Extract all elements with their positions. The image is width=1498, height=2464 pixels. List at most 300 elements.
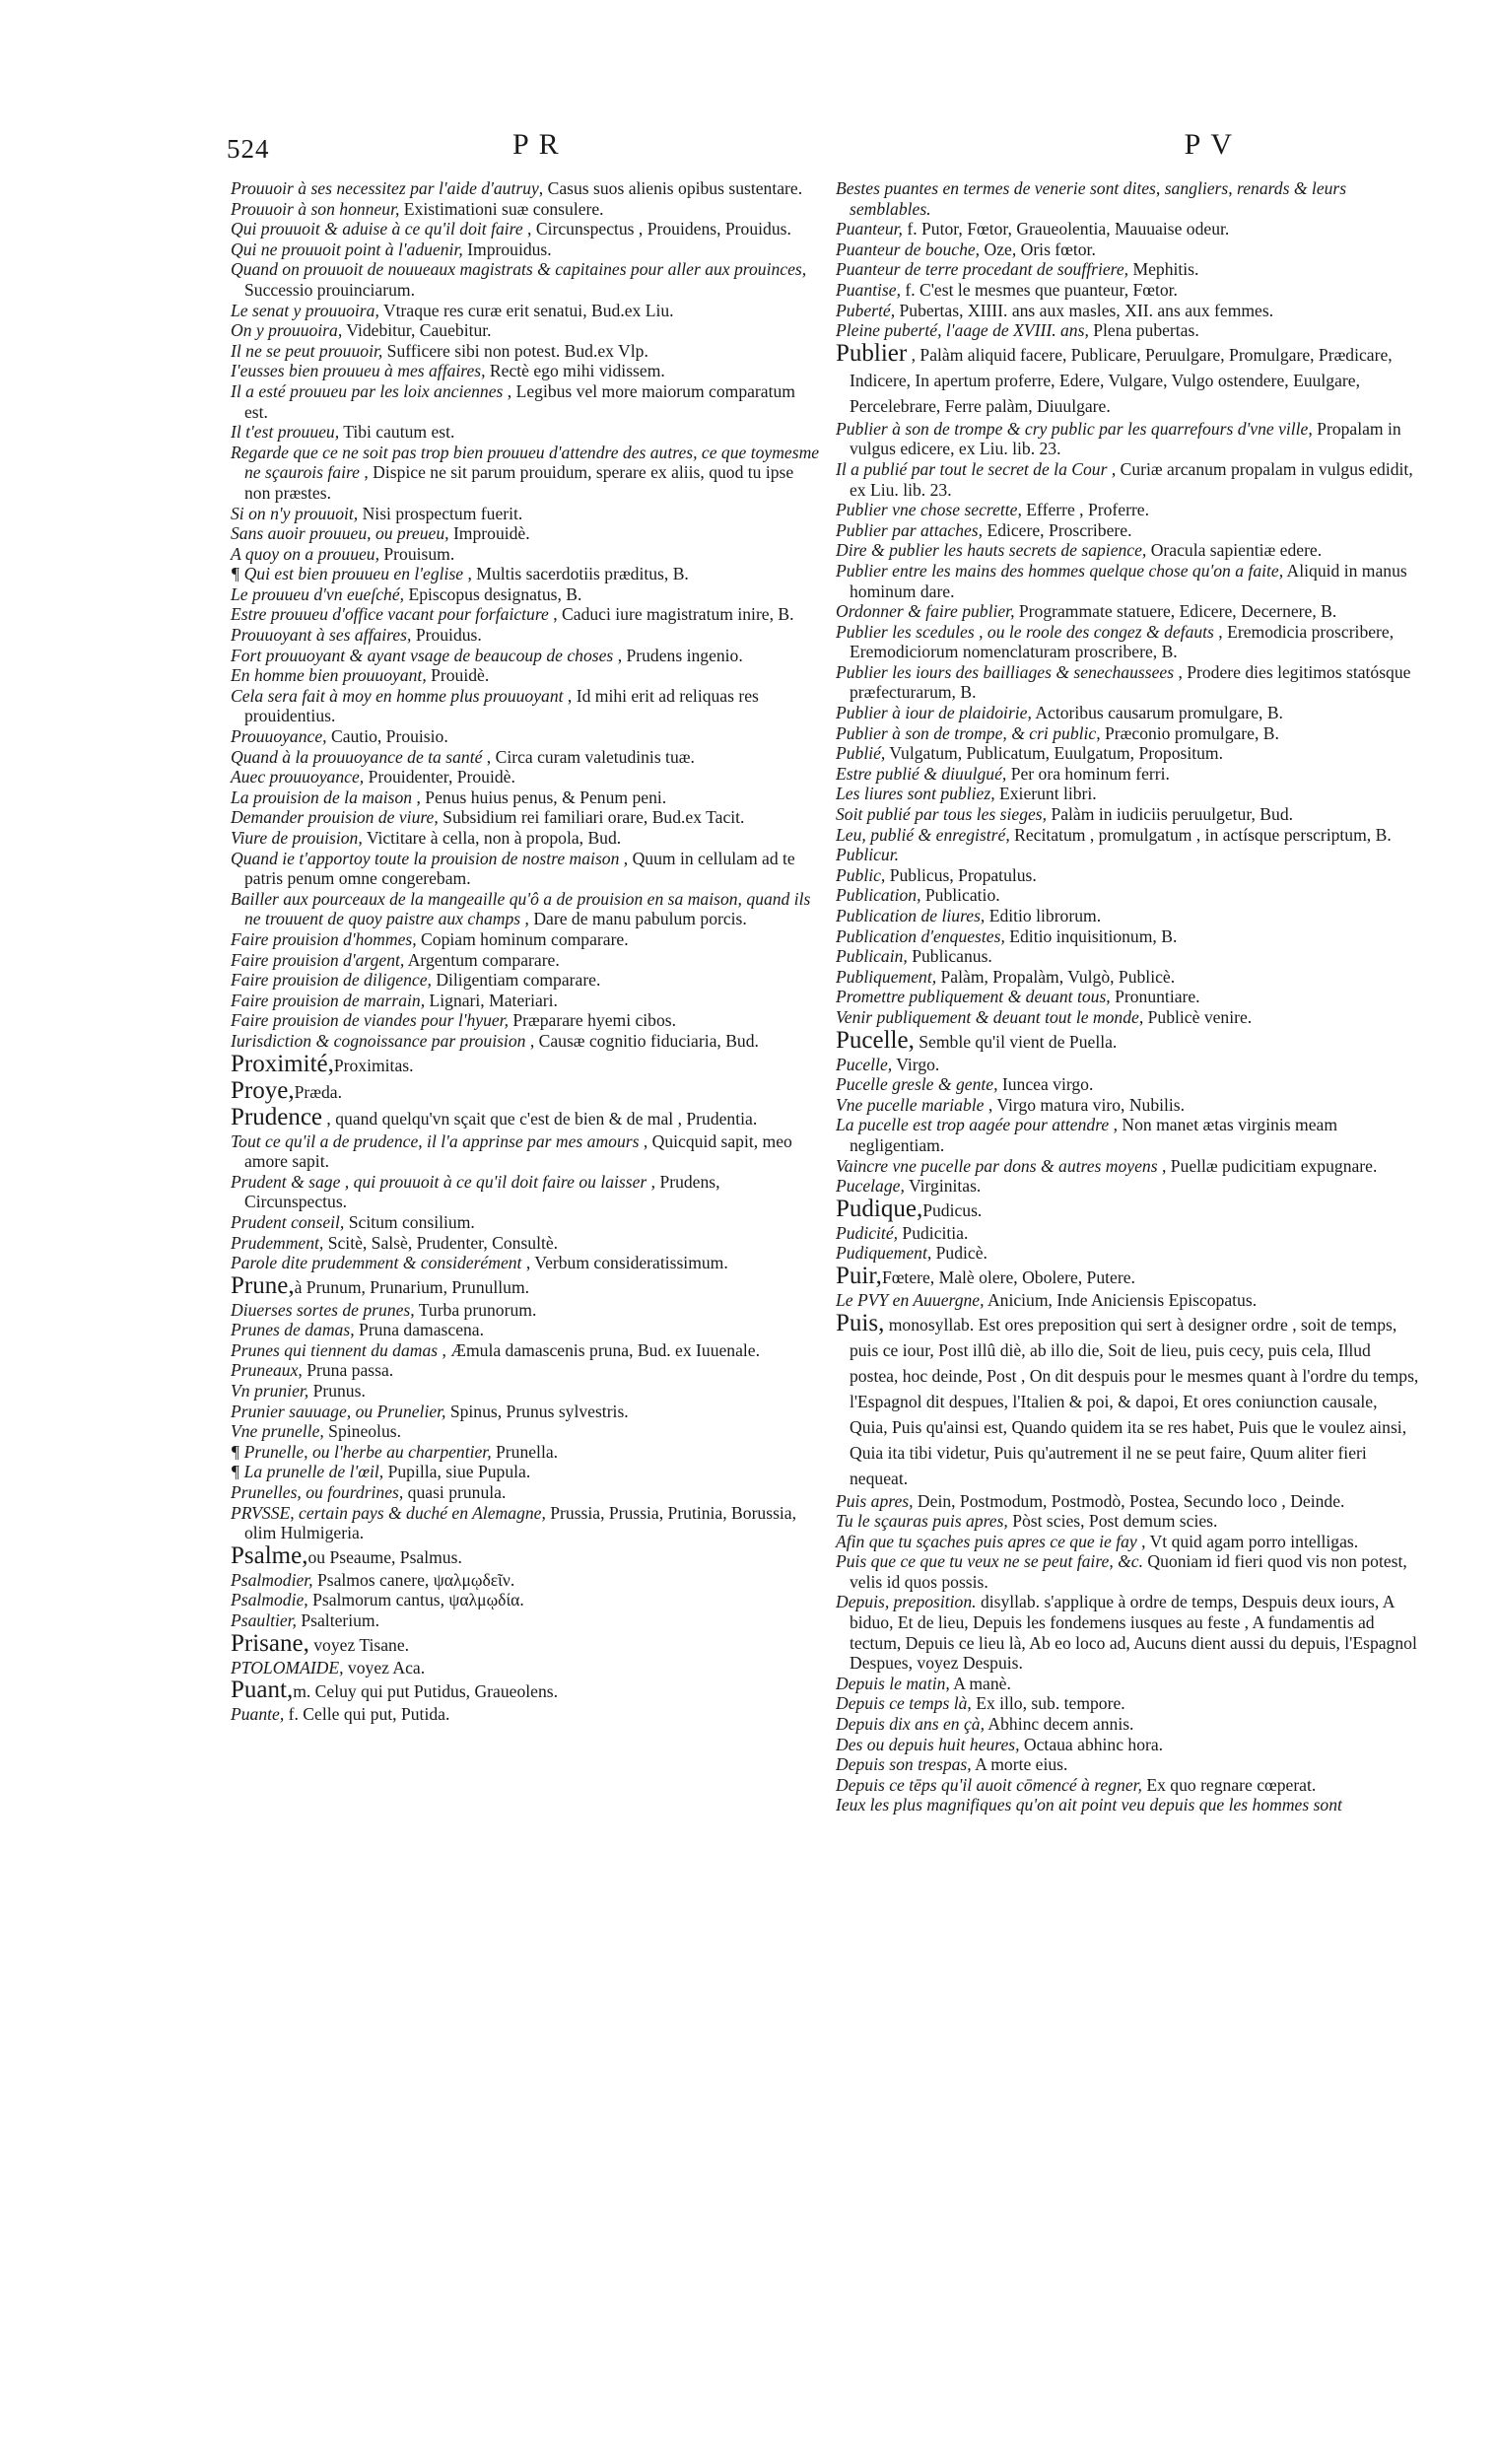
entry-translation: Scitè, Salsè, Prudenter, Consultè. xyxy=(323,1232,559,1253)
entry-translation: Præda. xyxy=(294,1081,342,1102)
entry-translation: , Causæ cognitio fiduciaria, Bud. xyxy=(525,1030,759,1051)
dictionary-entry xyxy=(836,219,1419,240)
dictionary-entry xyxy=(836,561,1419,601)
dictionary-entry xyxy=(231,1462,822,1482)
dictionary-entry xyxy=(836,1693,1419,1714)
entry-headword: Puanteur de terre procedant de souffriere, xyxy=(836,259,1129,280)
dictionary-entry xyxy=(836,1176,1419,1197)
entry-translation: Publicanus. xyxy=(907,946,992,967)
entry-headword: Auec prouuoyance, xyxy=(231,767,365,787)
dictionary-entry xyxy=(231,1273,822,1300)
entry-translation: Psalmorum cantus, ψαλμῳδία. xyxy=(307,1590,524,1610)
dictionary-entry xyxy=(231,1320,822,1340)
entry-headword: Qui prouuoit & aduise à ce qu'il doit faire xyxy=(231,219,523,240)
dictionary-entry xyxy=(836,1735,1419,1755)
entry-translation: Prussia, Prussia, Prutinia, Borussia, olim Hulmigeria. xyxy=(244,1502,797,1543)
dictionary-entry xyxy=(231,1300,822,1321)
entry-headword: Publiquement, xyxy=(836,966,937,987)
entry-headword: Pudicité, xyxy=(836,1222,899,1243)
entry-translation: Scitum consilium. xyxy=(344,1211,475,1232)
dictionary-entry xyxy=(231,1482,822,1503)
dictionary-entry xyxy=(231,1233,822,1254)
dictionary-entry xyxy=(231,259,822,300)
dictionary-entry xyxy=(836,784,1419,804)
entry-headword: Afin que tu sçaches puis apres ce que ie fay xyxy=(836,1531,1137,1551)
dictionary-entry xyxy=(231,807,822,828)
entry-headword: Pucelle, xyxy=(836,1054,893,1074)
entry-headword: Faire prouision de viandes pour l'hyuer, xyxy=(231,1010,509,1031)
entry-translation: Editio inquisitionum, B. xyxy=(1004,925,1178,946)
dictionary-entry xyxy=(231,1381,822,1402)
entry-translation: Recitatum , promulgatum , in actísque perscriptum, B. xyxy=(1009,824,1392,845)
entry-translation: à Prunum, Prunarium, Prunullum. xyxy=(294,1276,530,1297)
entry-headword: Puant, xyxy=(231,1677,294,1704)
dictionary-entry xyxy=(836,804,1419,825)
entry-headword: Les liures sont publiez, xyxy=(836,784,995,804)
dictionary-entry xyxy=(836,1511,1419,1532)
entry-headword: Puberté, xyxy=(836,300,896,320)
entry-translation: Anicium, Inde Aniciensis Episcopatus. xyxy=(984,1289,1258,1310)
dictionary-entry xyxy=(836,1674,1419,1694)
entry-translation: Semble qu'il vient de Puella. xyxy=(914,1031,1118,1052)
dictionary-entry xyxy=(231,1172,822,1212)
dictionary-entry xyxy=(836,1264,1419,1290)
entry-headword: La pucelle est trop aagée pour attendre xyxy=(836,1115,1110,1135)
dictionary-entry xyxy=(836,723,1419,744)
entry-translation: Prouidenter, Prouidè. xyxy=(364,767,515,787)
dictionary-entry xyxy=(231,301,822,321)
entry-headword: Prudent & sage , qui prouuoit à ce qu'il doit faire ou laisser xyxy=(231,1171,647,1192)
entry-translation: f. Putor, Fœtor, Graueolentia, Mauuaise odeur. xyxy=(902,219,1230,240)
entry-translation: Ex illo, sub. tempore. xyxy=(971,1693,1125,1714)
entry-translation: Mephitis. xyxy=(1128,259,1199,280)
entry-translation: Efferre , Proferre. xyxy=(1021,500,1150,520)
entry-translation: Spineolus. xyxy=(323,1421,401,1442)
entry-headword: Puante, xyxy=(231,1704,285,1725)
dictionary-entry xyxy=(836,662,1419,703)
entry-headword: Publication de liures, xyxy=(836,906,986,925)
dictionary-entry xyxy=(231,787,822,808)
dictionary-entry xyxy=(836,419,1419,459)
entry-headword: Prouuoir à ses necessitez par l'aide d'autruy xyxy=(231,178,539,198)
dictionary-entry xyxy=(836,1095,1419,1116)
entry-headword: Estre publié & diuulgué, xyxy=(836,763,1007,784)
dictionary-entry xyxy=(836,865,1419,886)
entry-translation: Ex quo regnare cœperat. xyxy=(1141,1774,1317,1795)
entry-translation: Improuidè. xyxy=(448,523,530,544)
entry-translation: Sufficere sibi non potest. Bud.ex Vlp. xyxy=(382,340,648,361)
entry-translation: , Dispice ne sit parum prouidum, sperare ex aliis, quod tu ipse non præstes. xyxy=(244,462,794,503)
entry-translation: , Virgo matura viro, Nubilis. xyxy=(984,1094,1186,1115)
dictionary-entry xyxy=(836,601,1419,622)
entry-translation: Virgo. xyxy=(892,1054,940,1074)
entry-headword: Quand on prouuoit de nouueaux magistrats & capitaines pour aller aux prouinces, xyxy=(231,259,807,280)
dictionary-entry xyxy=(836,1775,1419,1796)
dictionary-entry xyxy=(836,1714,1419,1735)
dictionary-entry xyxy=(231,544,822,565)
entry-headword: La prouision de la maison xyxy=(231,787,413,807)
entry-translation: Publicatio. xyxy=(920,885,1000,906)
entry-translation: , Dare de manu pabulum porcis. xyxy=(520,909,747,929)
dictionary-entry xyxy=(836,967,1419,988)
dictionary-entry xyxy=(231,726,822,747)
dictionary-entry xyxy=(231,767,822,787)
dictionary-entry xyxy=(231,1570,822,1591)
entry-translation: Videbitur, Cauebitur. xyxy=(342,320,492,341)
entry-translation: Edicere, Proscribere. xyxy=(983,519,1132,540)
dictionary-entry xyxy=(231,361,822,381)
entry-translation: Plena pubertas. xyxy=(1088,320,1199,341)
page-header xyxy=(227,128,1281,171)
entry-headword: Publicur. xyxy=(836,845,900,865)
entry-headword: Puanteur de bouche, xyxy=(836,239,981,259)
entry-translation: Abhinc decem annis. xyxy=(984,1714,1134,1735)
right-running-head: PV xyxy=(1184,128,1242,161)
entry-headword: Des ou depuis huit heures, xyxy=(836,1734,1020,1754)
entry-translation: Argentum comparare. xyxy=(404,949,560,970)
entry-translation: , Palàm aliquid facere, Publicare, Peruulgare, Promulgare, Prædicare, Indicere, In apertum proferre, Edere, Vulgare, Vulgo ostendere, Euulgare, Percelebrare, Ferre palàm, Diuulgare. xyxy=(850,344,1393,416)
entry-translation: Palàm, Propalàm, Vulgò, Publicè. xyxy=(936,966,1176,987)
entry-headword: Vn prunier, xyxy=(231,1381,309,1402)
dictionary-entry xyxy=(836,1491,1419,1512)
dictionary-entry xyxy=(836,926,1419,947)
entry-headword: Publier xyxy=(836,339,908,367)
entry-headword: Vne pucelle mariable xyxy=(836,1094,985,1115)
entry-headword: Psaultier, xyxy=(231,1610,297,1630)
dictionary-entry xyxy=(836,1243,1419,1264)
entry-translation: , Id mihi erit ad reliquas res prouidentius. xyxy=(244,685,759,726)
entry-translation: , Legibus vel more maiorum comparatum est. xyxy=(244,380,795,422)
entry-headword: Pucelage, xyxy=(836,1176,905,1197)
entry-translation: Cautio, Prouisio. xyxy=(326,726,448,747)
entry-headword: Prouuoyance, xyxy=(231,726,327,747)
entry-translation: Iuncea virgo. xyxy=(997,1074,1094,1095)
dictionary-entry xyxy=(231,929,822,950)
dictionary-entry xyxy=(836,1074,1419,1095)
entry-headword: Soit publié par tous les sieges, xyxy=(836,804,1048,825)
entry-translation: Quoniam id fieri quod vis non potest, velis id quos possis. xyxy=(850,1551,1407,1592)
entry-translation: Copiam hominum comparare. xyxy=(416,928,629,949)
dictionary-entry xyxy=(836,825,1419,846)
entry-translation: Pubertas, XIIII. ans aux masles, XII. ans aux femmes. xyxy=(895,300,1274,320)
dictionary-entry xyxy=(231,1340,822,1361)
entry-headword: Pucelle gresle & gente, xyxy=(836,1074,998,1095)
entry-headword: Vaincre vne pucelle par dons & autres moyens xyxy=(836,1155,1158,1176)
dictionary-entry xyxy=(836,1156,1419,1177)
entry-headword: A quoy on a prouueu, xyxy=(231,543,379,564)
entry-headword: Prunelles, ou fourdrines, xyxy=(231,1482,404,1503)
entry-translation: Pòst scies, Post demum scies. xyxy=(1007,1511,1218,1532)
entry-headword: Bestes puantes en termes de venerie sont dites, sangliers, renards & leurs semblables. xyxy=(836,178,1347,219)
dictionary-entry xyxy=(231,849,822,889)
entry-headword: Pudiquement, xyxy=(836,1243,932,1264)
entry-headword: Il ne se peut prouuoir, xyxy=(231,340,383,361)
left-running-head: PR xyxy=(512,128,569,161)
entry-translation: voyez Tisane. xyxy=(308,1634,410,1655)
entry-translation: Vulgatum, Publicatum, Euulgatum, Propositum. xyxy=(885,743,1223,764)
dictionary-entry xyxy=(836,1754,1419,1775)
dictionary-entry xyxy=(231,646,822,666)
entry-translation: f. Celle qui put, Putida. xyxy=(284,1704,450,1725)
entry-headword: Depuis, preposition. xyxy=(836,1592,977,1612)
entry-translation: disyllab. s'applique à ordre de temps, Despuis deux iours, A biduo, Et de lieu, Depuis les fondemens iusques au feste , A fundamentis ad tectum, Depuis ce lieu là, Ab eo loco ad, Aucuns dient aussi du depuis, l'Espagnol Despues, voyez Despuis. xyxy=(850,1592,1417,1674)
dictionary-entry xyxy=(836,540,1419,561)
dictionary-entry xyxy=(231,564,822,584)
entry-translation: Actoribus causarum promulgare, B. xyxy=(1031,703,1283,723)
entry-translation: A manè. xyxy=(949,1673,1011,1693)
entry-translation: Pudicè. xyxy=(931,1243,987,1264)
dictionary-entry xyxy=(836,1055,1419,1075)
dictionary-entry xyxy=(231,828,822,849)
entry-headword: Puis que ce que tu veux ne se peut faire, &c. xyxy=(836,1551,1144,1572)
entry-translation: Pupilla, siue Pupula. xyxy=(383,1462,531,1482)
dictionary-entry xyxy=(836,885,1419,906)
entry-headword: Faire prouision d'hommes, xyxy=(231,928,417,949)
entry-headword: Ieux les plus magnifiques qu'on ait point veu depuis que les hommes sont xyxy=(836,1795,1342,1815)
right-column xyxy=(836,178,1419,1815)
dictionary-entry xyxy=(836,1115,1419,1155)
entry-translation: , Puellæ pudicitiam expugnare. xyxy=(1157,1155,1378,1176)
dictionary-entry xyxy=(231,604,822,625)
entry-translation: , Vt quid agam porro intelligas. xyxy=(1136,1531,1359,1551)
entry-headword: Publication d'enquestes, xyxy=(836,925,1005,946)
entry-translation: Præconio promulgare, B. xyxy=(1100,722,1279,743)
dictionary-entry xyxy=(231,1031,822,1052)
entry-headword: Quand à la prouuoyance de ta santé xyxy=(231,746,483,767)
entry-headword: Pudique, xyxy=(836,1195,923,1222)
entry-translation: Pruna passa. xyxy=(302,1360,394,1381)
entry-headword: Dire & publier les hauts secrets de sapience, xyxy=(836,540,1147,561)
dictionary-entry xyxy=(836,743,1419,764)
dictionary-entry xyxy=(231,1704,822,1725)
entry-headword: Puis apres, xyxy=(836,1490,914,1511)
dictionary-entry xyxy=(231,747,822,768)
entry-headword: Iurisdiction & cognoissance par prouision xyxy=(231,1030,526,1051)
dictionary-entry xyxy=(231,443,822,504)
entry-headword: Puanteur, xyxy=(836,219,903,240)
dictionary-entry xyxy=(836,280,1419,301)
entry-headword: Le senat y prouuoira, xyxy=(231,300,379,320)
entry-translation: Pruna damascena. xyxy=(354,1320,485,1340)
entry-translation: Episcopus designatus, B. xyxy=(404,583,582,604)
entry-translation: ou Pseaume, Psalmus. xyxy=(307,1546,462,1567)
entry-headword: Prudemment, xyxy=(231,1232,324,1253)
dictionary-entry xyxy=(231,1503,822,1543)
dictionary-entry xyxy=(231,1105,822,1131)
entry-headword: Psalmodie, xyxy=(231,1590,308,1610)
page-number: 524 xyxy=(227,134,270,164)
entry-translation: Vtraque res curæ erit senatui, Bud.ex Liu. xyxy=(378,300,674,320)
dictionary-entry xyxy=(836,341,1419,419)
dictionary-entry xyxy=(231,504,822,524)
entry-headword: Puis, xyxy=(836,1309,885,1336)
entry-headword: Prouuoyant à ses affaires, xyxy=(231,625,412,646)
entry-headword: Pruneaux, xyxy=(231,1360,303,1381)
entry-translation: , Multis sacerdotiis præditus, B. xyxy=(463,564,689,584)
entry-translation: Præparare hyemi cibos. xyxy=(508,1010,677,1031)
dictionary-entry xyxy=(231,889,822,929)
entry-headword: Publicain, xyxy=(836,946,908,967)
entry-headword: Bailler aux pourceaux de la mangeaille qu'ô a de prouision en sa maison, quand ils ne trouuent de quoy paistre aux champs xyxy=(231,888,811,929)
entry-translation: Pronuntiare. xyxy=(1110,987,1200,1007)
entry-headword: Prisane, xyxy=(231,1629,309,1657)
dictionary-entry xyxy=(231,950,822,971)
entry-translation: Octaua abhinc hora. xyxy=(1019,1734,1164,1754)
entry-headword: PRVSSE, certain pays & duché en Alemagne, xyxy=(231,1502,546,1523)
entry-translation: Prunus. xyxy=(308,1381,366,1402)
entry-translation: Psalterium. xyxy=(296,1610,380,1630)
dictionary-entry xyxy=(836,1197,1419,1223)
entry-translation: , Quicquid sapit, meo amore sapit. xyxy=(244,1130,792,1172)
entry-headword: Leu, publié & enregistré, xyxy=(836,824,1010,845)
entry-headword: Depuis ce temps là, xyxy=(836,1693,972,1714)
dictionary-entry xyxy=(231,1610,822,1631)
dictionary-entry xyxy=(231,199,822,220)
dictionary-entry xyxy=(231,584,822,605)
entry-translation: f. C'est le mesmes que puanteur, Fœtor. xyxy=(900,279,1178,300)
entry-translation: Pudicus. xyxy=(922,1199,983,1220)
entry-translation: Aliquid in manus hominum dare. xyxy=(850,560,1407,601)
dictionary-entry xyxy=(231,686,822,726)
dictionary-entry xyxy=(836,1223,1419,1244)
dictionary-entry xyxy=(231,320,822,341)
dictionary-entry xyxy=(231,219,822,240)
entry-translation: , Casus suos alienis opibus sustentare. xyxy=(538,178,803,198)
dictionary-entry xyxy=(231,1010,822,1031)
dictionary-entry xyxy=(231,523,822,544)
entry-translation: , Quum in cellulam ad te patris penum omne congerebam. xyxy=(244,848,795,889)
entry-headword: ¶ La prunelle de l'œil, xyxy=(231,1462,384,1482)
dictionary-entry xyxy=(836,240,1419,260)
dictionary-entry xyxy=(836,301,1419,321)
entry-translation: Propalam in vulgus edicere, ex Liu. lib. 23. xyxy=(850,418,1401,459)
entry-headword: Publier les iours des bailliages & senechaussees xyxy=(836,661,1175,682)
dictionary-entry xyxy=(231,178,822,199)
entry-translation: , Verbum consideratissimum. xyxy=(521,1253,728,1273)
dictionary-entry xyxy=(231,1253,822,1273)
entry-headword: PTOLOMAIDE, xyxy=(231,1657,344,1677)
entry-headword: Depuis dix ans en çà, xyxy=(836,1714,985,1735)
entry-headword: Quand ie t'apportoy toute la prouision de nostre maison xyxy=(231,848,620,868)
entry-translation: m. Celuy qui put Putidus, Graueolens. xyxy=(293,1681,558,1702)
entry-headword: Publication, xyxy=(836,885,921,906)
entry-headword: Le prouueu d'vn eueſché, xyxy=(231,583,405,604)
entry-translation: Editio librorum. xyxy=(985,906,1102,925)
entry-translation: , Circa curam valetudinis tuæ. xyxy=(482,746,695,767)
dictionary-entry xyxy=(231,1131,822,1172)
entry-translation: Publicus, Propatulus. xyxy=(885,864,1037,885)
dictionary-entry xyxy=(836,1795,1419,1815)
entry-headword: Pleine puberté, l'aage de XVIII. ans, xyxy=(836,320,1089,341)
entry-translation: , quand quelqu'vn sçait que c'est de bien & de mal , Prudentia. xyxy=(322,1108,758,1129)
dictionary-entry xyxy=(231,422,822,443)
entry-headword: ¶ Qui est bien prouueu en l'eglise xyxy=(231,564,464,584)
entry-headword: Publier à son de trompe & cry public par les quarrefours d'vne ville, xyxy=(836,418,1313,439)
dictionary-entry xyxy=(231,1402,822,1422)
entry-translation: Turba prunorum. xyxy=(414,1299,537,1320)
dictionary-entry xyxy=(836,520,1419,541)
entry-headword: Publier vne chose secrette, xyxy=(836,500,1022,520)
dictionary-entry xyxy=(836,259,1419,280)
entry-headword: En homme bien prouuoyant, xyxy=(231,665,427,686)
entry-translation: Lignari, Materiari. xyxy=(425,990,558,1010)
dictionary-entry xyxy=(231,1052,822,1078)
dictionary-entry xyxy=(836,320,1419,341)
entry-headword: Prudence xyxy=(231,1103,323,1130)
entry-headword: Venir publiquement & deuant tout le monde, xyxy=(836,1006,1144,1027)
dictionary-entry xyxy=(836,1007,1419,1028)
entry-translation: Tibi cautum est. xyxy=(339,422,455,443)
entry-headword: Vne prunelle, xyxy=(231,1421,324,1442)
entry-translation: Psalmos canere, ψαλμῳδεῖν. xyxy=(312,1569,515,1590)
entry-translation: , Caduci iure magistratum inire, B. xyxy=(548,604,794,625)
dictionary-entry xyxy=(231,1677,822,1704)
dictionary-entry xyxy=(836,459,1419,500)
entry-headword: Ordonner & faire publier, xyxy=(836,601,1015,622)
entry-headword: Si on n'y prouuoit, xyxy=(231,503,359,523)
entry-translation: monosyllab. Est ores preposition qui sert à designer ordre , soit de temps, puis ce iour, Post illû diè, ab illo die, Soit de lieu, puis cecy, puis cela, Illud postea, hoc deinde, Post , On dit despuis pour le mesmes quant à l'ordre du temps, l'Espagnol dit despues, l'Italien & poi, & dapoi, Et ores coniunction causale, Quia, Puis qu'ainsi est, Quando quidem ita se res habet, Puis que le voulez ainsi, Quia ita tibi videtur, Puis qu'autrement il ne se peut faire, Quum aliter fieri nequeat. xyxy=(850,1314,1419,1488)
entry-translation: Palàm in iudiciis peruulgetur, Bud. xyxy=(1047,804,1294,825)
entry-headword: Publié, xyxy=(836,743,886,764)
entry-translation: Virginitas. xyxy=(904,1176,982,1197)
entry-translation: , Prodere dies legitimos statósque præfecturarum, B. xyxy=(850,661,1411,703)
entry-headword: Tout ce qu'il a de prudence, il l'a apprinse par mes amours xyxy=(231,1130,640,1151)
entry-translation: Per ora hominum ferri. xyxy=(1006,763,1170,784)
entry-translation: , Prudens ingenio. xyxy=(613,645,743,665)
entry-headword: Parole dite prudemment & considerément xyxy=(231,1253,522,1273)
dictionary-entry xyxy=(231,1631,822,1658)
dictionary-entry xyxy=(231,1590,822,1610)
entry-translation: Dein, Postmodum, Postmodò, Postea, Secundo loco , Deinde. xyxy=(913,1490,1345,1511)
entry-headword: Diuerses sortes de prunes, xyxy=(231,1299,415,1320)
dictionary-entry xyxy=(231,1658,822,1678)
entry-headword: Puir, xyxy=(836,1262,882,1289)
entry-headword: Pucelle, xyxy=(836,1026,915,1054)
entry-headword: Publier par attaches, xyxy=(836,519,984,540)
entry-headword: Il a esté prouueu par les loix anciennes xyxy=(231,380,504,401)
entry-headword: Prunes qui tiennent du damas xyxy=(231,1339,439,1360)
dictionary-entry xyxy=(231,1212,822,1233)
dictionary-entry xyxy=(836,1311,1419,1491)
entry-headword: Depuis son trespas, xyxy=(836,1754,972,1775)
entry-translation: , Prudens, Circunspectus. xyxy=(244,1171,720,1212)
dictionary-entry xyxy=(836,178,1419,219)
entry-headword: Cela sera fait à moy en homme plus prouuoyant xyxy=(231,685,564,706)
entry-translation: Programmate statuere, Edicere, Decernere, B. xyxy=(1014,601,1337,622)
entry-headword: Prudent conseil, xyxy=(231,1211,345,1232)
entry-headword: Publier à iour de plaidoirie, xyxy=(836,703,1032,723)
entry-translation: Publicè venire. xyxy=(1143,1006,1253,1027)
entry-translation: , Curiæ arcanum propalam in vulgus edidit, ex Liu. lib. 23. xyxy=(850,458,1413,500)
entry-headword: Fort prouuoyant & ayant vsage de beaucoup de choses xyxy=(231,645,614,665)
entry-translation: Successio prouinciarum. xyxy=(244,279,415,300)
entry-headword: Proye, xyxy=(231,1076,295,1104)
dictionary-entry xyxy=(231,1360,822,1381)
entry-translation: Prouidè. xyxy=(426,665,490,686)
entry-translation: , Circunspectus , Prouidens, Prouidus. xyxy=(522,219,791,240)
entry-translation: Oze, Oris fœtor. xyxy=(980,239,1096,259)
entry-translation: Fœtere, Malè olere, Obolere, Putere. xyxy=(881,1266,1135,1287)
entry-translation: Diligentiam comparare. xyxy=(431,970,601,991)
entry-headword: Sans auoir prouueu, ou preueu, xyxy=(231,523,449,544)
dictionary-entry xyxy=(836,906,1419,926)
dictionary-entry xyxy=(231,1543,822,1570)
entry-headword: Depuis le matin, xyxy=(836,1673,950,1693)
dictionary-entry xyxy=(836,987,1419,1007)
entry-translation: , Æmula damascenis pruna, Bud. ex Iuuenale. xyxy=(438,1339,760,1360)
dictionary-entry xyxy=(836,500,1419,520)
dictionary-entry xyxy=(231,625,822,646)
